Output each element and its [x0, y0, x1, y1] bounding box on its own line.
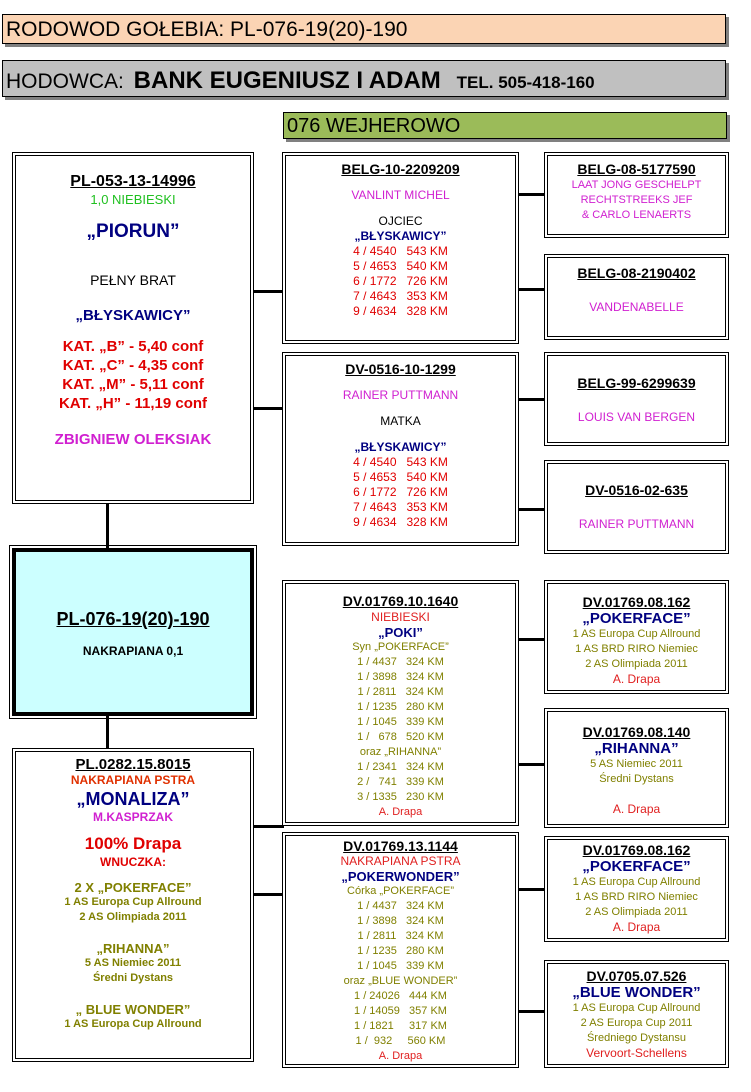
mff-breeder: A. Drapa — [612, 672, 661, 686]
mmm-ring: DV.0705.07.526 — [586, 968, 687, 984]
mmf-line: 2 AS Olimpiada 2011 — [585, 906, 688, 918]
fff-line: LAAT JONG GESCHELPT — [571, 179, 702, 191]
mm-result: 1 / 2811 324 KM — [357, 930, 444, 942]
mmf-breeder: A. Drapa — [612, 920, 661, 934]
ff-result: 9 / 4634 328 KM — [353, 304, 448, 318]
mf-result: 1 / 4437 324 KM — [357, 656, 444, 668]
father-kat-m: KAT. „M” - 5,11 conf — [62, 376, 204, 393]
connector-fm-fmm — [517, 508, 546, 511]
ff-breeder: VANLINT MICHEL — [351, 188, 450, 202]
breeder-bar — [2, 60, 726, 97]
father-card — [12, 152, 254, 504]
fmm-card — [544, 460, 729, 554]
mf-result: 1 / 3898 324 KM — [357, 671, 444, 683]
father-color: 1,0 NIEBIESKI — [90, 192, 176, 207]
ff-of-name: „BŁYSKAWICY” — [354, 229, 447, 243]
mf-name: „POKI” — [378, 625, 423, 640]
subject-ring: PL-076-19(20)-190 — [56, 609, 210, 629]
father-relation: PEŁNY BRAT — [90, 272, 176, 288]
mmf-name: „POKERFACE” — [582, 858, 691, 875]
subject-color: NAKRAPIANA 0,1 — [82, 644, 184, 658]
section-bar — [283, 112, 727, 139]
fm-result: 6 / 1772 726 KM — [353, 485, 448, 499]
ff-result: 4 / 4540 543 KM — [353, 244, 448, 258]
mmm-breeder: Vervoort-Schellens — [586, 1046, 687, 1060]
mfm-line: 5 AS Niemiec 2011 — [590, 758, 683, 770]
mm-breeder: A. Drapa — [378, 1050, 423, 1062]
mother-g1-line: 2 AS Olimpiada 2011 — [79, 911, 187, 923]
ff-card — [282, 152, 519, 344]
mm-card — [282, 832, 519, 1068]
connector-fm-fmf — [517, 398, 546, 401]
mmf-line: 1 AS Europa Cup Allround — [572, 876, 701, 888]
mmm-name: „BLUE WONDER” — [572, 984, 701, 1001]
mother-breeder: M.KASPRZAK — [93, 810, 173, 824]
mf-and: oraz „RIHANNA” — [359, 746, 442, 758]
mother-relation: WNUCZKA: — [100, 855, 166, 869]
mmm-card — [544, 960, 729, 1068]
fm-result: 9 / 4634 328 KM — [353, 515, 448, 529]
mf-card — [282, 580, 519, 826]
fm-result: 4 / 4540 543 KM — [353, 455, 448, 469]
connector-subject-mother — [106, 714, 109, 748]
mm-result: 1 / 24026 444 KM — [354, 990, 447, 1002]
mother-g1-line: 2 X „POKERFACE” — [74, 880, 192, 895]
father-kat-b: KAT. „B” - 5,40 conf — [62, 338, 204, 355]
mm-name: „POKERWONDER” — [341, 869, 460, 884]
father-ring: PL-053-13-14996 — [70, 173, 196, 190]
connector-father-fm — [252, 407, 284, 410]
fmm-breeder: RAINER PUTTMANN — [578, 517, 695, 531]
mother-g3-line: 1 AS Europa Cup Allround — [64, 1018, 202, 1030]
connector-mother-mf — [252, 825, 284, 828]
fff-line: & CARLO LENAERTS — [581, 209, 692, 221]
mother-g2-line: 5 AS Niemiec 2011 — [84, 957, 182, 969]
mf-result: 3 / 1335 230 KM — [357, 791, 444, 803]
fm-role: MATKA — [380, 414, 421, 428]
mother-g2-line: „RIHANNA” — [96, 941, 170, 956]
breeder-prefix: HODOWCA: — [6, 70, 124, 93]
father-name: „PIORUN” — [86, 221, 180, 242]
mf-result: 1 / 1235 280 KM — [357, 701, 444, 713]
mm-ring: DV.01769.13.1144 — [343, 838, 458, 854]
mmm-line: Średniego Dystansu — [586, 1032, 687, 1044]
mf-breeder: A. Drapa — [378, 806, 423, 818]
ff-result: 7 / 4643 353 KM — [353, 289, 448, 303]
mfm-ring: DV.01769.08.140 — [582, 724, 691, 740]
connector-mother-mm — [252, 893, 284, 896]
mmf-card — [544, 836, 729, 942]
fm-ring: DV-0516-10-1299 — [345, 361, 456, 377]
mother-name: „MONALIZA” — [76, 789, 190, 809]
ffm-ring: BELG-08-2190402 — [577, 265, 696, 281]
mmf-line: 1 AS BRD RIRO Niemiec — [575, 891, 698, 903]
mff-card — [544, 580, 729, 694]
ff-result: 5 / 4653 540 KM — [353, 259, 448, 273]
mf-ring: DV.01769.10.1640 — [342, 593, 459, 609]
mm-daughter-of: Córka „POKERFACE” — [347, 885, 454, 897]
mm-result: 1 / 1235 280 KM — [357, 945, 444, 957]
mm-result: 1 / 14059 357 KM — [354, 1005, 447, 1017]
mfm-breeder: A. Drapa — [612, 802, 661, 816]
mf-result: 2 / 741 339 KM — [357, 776, 444, 788]
mmf-ring: DV.01769.08.162 — [582, 842, 691, 858]
subject-card — [12, 548, 254, 716]
fmm-ring: DV-0516-02-635 — [585, 482, 688, 498]
mm-result: 1 / 1821 317 KM — [354, 1020, 447, 1032]
connector-father-ff — [252, 290, 284, 293]
mother-g3-line: „ BLUE WONDER” — [75, 1002, 191, 1017]
mf-son-of: Syn „POKERFACE” — [352, 641, 449, 653]
ff-ring: BELG-10-2209209 — [341, 161, 460, 177]
connector-mf-mff — [517, 638, 546, 641]
breeder-phone: TEL. 505-418-160 — [456, 73, 595, 92]
mmm-line: 1 AS Europa Cup Allround — [572, 1002, 701, 1014]
mm-and: oraz „BLUE WONDER” — [343, 975, 458, 987]
mff-ring: DV.01769.08.162 — [582, 594, 691, 610]
fm-breeder: RAINER PUTTMANN — [342, 388, 459, 402]
pedigree-title-bar — [2, 14, 726, 44]
mfm-card — [544, 708, 729, 828]
fff-card — [544, 152, 729, 238]
connector-mm-mmm — [517, 1010, 546, 1013]
mm-result: 1 / 932 560 KM — [355, 1035, 446, 1047]
fmf-breeder: LOUIS VAN BERGEN — [577, 410, 696, 424]
fff-ring: BELG-08-5177590 — [577, 161, 696, 177]
ff-result: 6 / 1772 726 KM — [353, 274, 448, 288]
mother-color: NAKRAPIANA PSTRA — [70, 773, 196, 787]
pedigree-title: RODOWOD GOŁEBIA: PL-076-19(20)-190 — [6, 18, 408, 41]
ffm-breeder: VANDENABELLE — [589, 300, 684, 314]
mm-result: 1 / 1045 339 KM — [357, 960, 444, 972]
fmf-card — [544, 352, 729, 446]
connector-mm-mmf — [517, 888, 546, 891]
section-name: 076 WEJHEROWO — [287, 115, 461, 137]
mother-ring: PL.0282.15.8015 — [75, 756, 191, 773]
father-breeder: ZBIGNIEW OLEKSIAK — [54, 431, 212, 448]
ffm-card — [544, 254, 729, 340]
fm-card — [282, 352, 519, 546]
mother-drapa: 100% Drapa — [84, 834, 182, 853]
fmf-ring: BELG-99-6299639 — [577, 375, 696, 391]
mf-result: 1 / 1045 339 KM — [357, 716, 444, 728]
fm-result: 7 / 4643 353 KM — [353, 500, 448, 514]
mfm-name: „RIHANNA” — [594, 740, 679, 757]
father-kat-h: KAT. „H” - 11,19 conf — [58, 395, 208, 412]
mf-result: 1 / 2811 324 KM — [357, 686, 444, 698]
connector-father-subject — [106, 502, 109, 550]
fff-line: RECHTSTREEKS JEF — [580, 194, 693, 206]
fm-of-name: „BŁYSKAWICY” — [354, 440, 447, 454]
mf-result: 1 / 678 520 KM — [357, 731, 444, 743]
connector-ff-fff — [517, 193, 546, 196]
fm-result: 5 / 4653 540 KM — [353, 470, 448, 484]
mother-g2-line: Średni Dystans — [92, 972, 174, 984]
mff-line: 2 AS Olimpiada 2011 — [585, 658, 688, 670]
breeder-name: BANK EUGENIUSZ I ADAM — [133, 67, 441, 94]
father-of-name: „BŁYSKAWICY” — [75, 307, 191, 324]
mff-line: 1 AS Europa Cup Allround — [572, 628, 701, 640]
mm-result: 1 / 3898 324 KM — [357, 915, 444, 927]
mf-result: 1 / 2341 324 KM — [357, 761, 444, 773]
ff-role: OJCIEC — [378, 214, 423, 228]
connector-ff-ffm — [517, 288, 546, 291]
mother-card — [12, 748, 254, 1062]
mff-line: 1 AS BRD RIRO Niemiec — [575, 643, 698, 655]
father-kat-c: KAT. „C” - 4,35 conf — [62, 357, 204, 374]
mmm-line: 2 AS Europa Cup 2011 — [580, 1017, 693, 1029]
mfm-line: Średni Dystans — [599, 773, 674, 785]
mf-color: NIEBIESKI — [371, 610, 430, 624]
mm-result: 1 / 4437 324 KM — [357, 900, 444, 912]
mff-name: „POKERFACE” — [582, 610, 691, 627]
mm-color: NAKRAPIANA PSTRA — [340, 854, 461, 868]
mother-g1-line: 1 AS Europa Cup Allround — [64, 896, 202, 908]
connector-mf-mfm — [517, 763, 546, 766]
